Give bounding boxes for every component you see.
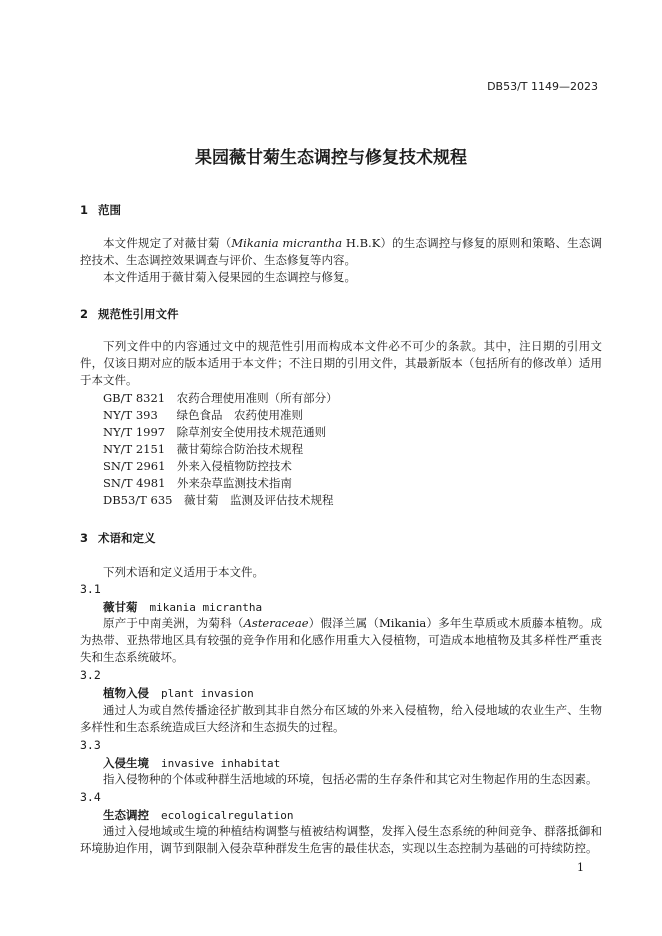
page-number: 1 <box>577 861 584 874</box>
reference-item <box>103 458 292 475</box>
reference-code: NY/T 1997 <box>103 425 166 439</box>
section-1-paragraph-1 <box>80 235 602 269</box>
section-1-heading <box>80 202 121 218</box>
reference-code: GB/T 8321 <box>103 391 166 405</box>
reference-item <box>103 475 292 492</box>
term-number: 3.2 <box>80 668 101 682</box>
scientific-name: Mikania micrantha <box>231 236 343 250</box>
reference-title: 除草剂安全使用技术规范通则 <box>176 425 327 439</box>
section-3-heading <box>80 530 156 546</box>
term-heading <box>103 755 280 771</box>
reference-code: NY/T 393 <box>103 408 158 422</box>
term-definition: 通过人为或自然传播途径扩散到其非自然分布区域的外来入侵植物，给入侵地域的农业生产、生物多样性和生态系统造成巨大经济和生态损失的过程。 <box>80 703 602 734</box>
section-1-paragraph-2: 本文件适用于薇甘菊入侵果园的生态调控与修复。 <box>103 270 356 284</box>
document-number: DB53/T 1149—2023 <box>487 80 598 93</box>
reference-item <box>103 441 303 458</box>
section-number: 3 <box>80 531 89 545</box>
term-heading <box>103 685 254 701</box>
term-definition <box>80 615 602 666</box>
document-title: 果园薇甘菊生态调控与修复技术规程 <box>195 148 467 168</box>
section-3-intro: 下列术语和定义适用于本文件。 <box>103 565 264 579</box>
section-number: 1 <box>80 203 89 217</box>
reference-title: 薇甘菊综合防治技术规程 <box>176 442 304 456</box>
section-2-paragraph-1: 下列文件中的内容通过文中的规范性引用而构成本文件必不可少的条款。其中，注日期的引用文件，仅该日期对应的版本适用于本文件；不注日期的引用文件，其最新版本（包括所有的修改单）适用于本文件。 <box>80 339 602 387</box>
term-number: 3.4 <box>80 790 101 804</box>
term-english: plant invasion <box>161 687 254 700</box>
term-number: 3.1 <box>80 582 101 596</box>
scientific-name: Asteraceae <box>243 616 309 630</box>
section-title: 范围 <box>98 203 121 217</box>
text-run: ）假泽兰属（Mikania）多年生草质或木质藤本植物。成为热带、亚热带地区具有较强的竞争作用和化感作用重大入侵植物，可造成本地植物及其多样性严重丧失和生态系统破坏。 <box>80 616 603 664</box>
term-chinese: 入侵生境 <box>103 756 149 770</box>
term-chinese: 植物入侵 <box>103 686 149 700</box>
reference-title: 薇甘菊 监测及评估技术规程 <box>183 493 334 507</box>
term-chinese: 薇甘菊 <box>103 600 138 614</box>
term-english: ecologicalregulation <box>161 809 294 822</box>
term-heading <box>103 807 293 823</box>
reference-item <box>103 424 326 441</box>
reference-title: 绿色食品 农药使用准则 <box>176 408 303 422</box>
section-title: 术语和定义 <box>98 531 156 545</box>
reference-code: SN/T 4981 <box>103 476 166 490</box>
reference-code: SN/T 2961 <box>103 459 166 473</box>
reference-item <box>103 407 303 424</box>
section-2-heading <box>80 306 179 322</box>
reference-item <box>103 492 333 509</box>
reference-title: 外来入侵植物防控技术 <box>176 459 292 473</box>
text-run: 本文件规定了对薇甘菊（ <box>103 236 232 250</box>
section-number: 2 <box>80 307 89 321</box>
term-definition: 指入侵物种的个体或种群生活地域的环境，包括必需的生存条件和其它对生物起作用的生态因素。 <box>103 772 598 786</box>
reference-title: 农药合理使用准则（所有部分） <box>176 391 338 405</box>
reference-code: DB53/T 635 <box>103 493 173 507</box>
term-english: mikania micrantha <box>149 601 263 614</box>
term-number: 3.3 <box>80 738 101 752</box>
reference-title: 外来杂草监测技术指南 <box>176 476 292 490</box>
term-english: invasive inhabitat <box>161 757 281 770</box>
term-definition: 通过入侵地域或生境的种植结构调整与植被结构调整，发挥入侵生态系统的种间竞争、群落抵御和环境胁迫作用，调节到限制入侵杂草种群发生危害的最佳状态，实现以生态控制为基础的可持续防控。 <box>80 824 602 855</box>
section-title: 规范性引用文件 <box>98 307 179 321</box>
text-run: 原产于中南美洲，为菊科（ <box>103 616 244 630</box>
term-chinese: 生态调控 <box>103 808 149 822</box>
reference-code: NY/T 2151 <box>103 442 166 456</box>
reference-item <box>103 390 338 407</box>
term-heading <box>103 599 262 615</box>
text-run: H.B.K）的生态调控与修复的原则和策略、生态调控技术、生态调控效果调查与评价、生态修复等内容。 <box>80 236 602 267</box>
